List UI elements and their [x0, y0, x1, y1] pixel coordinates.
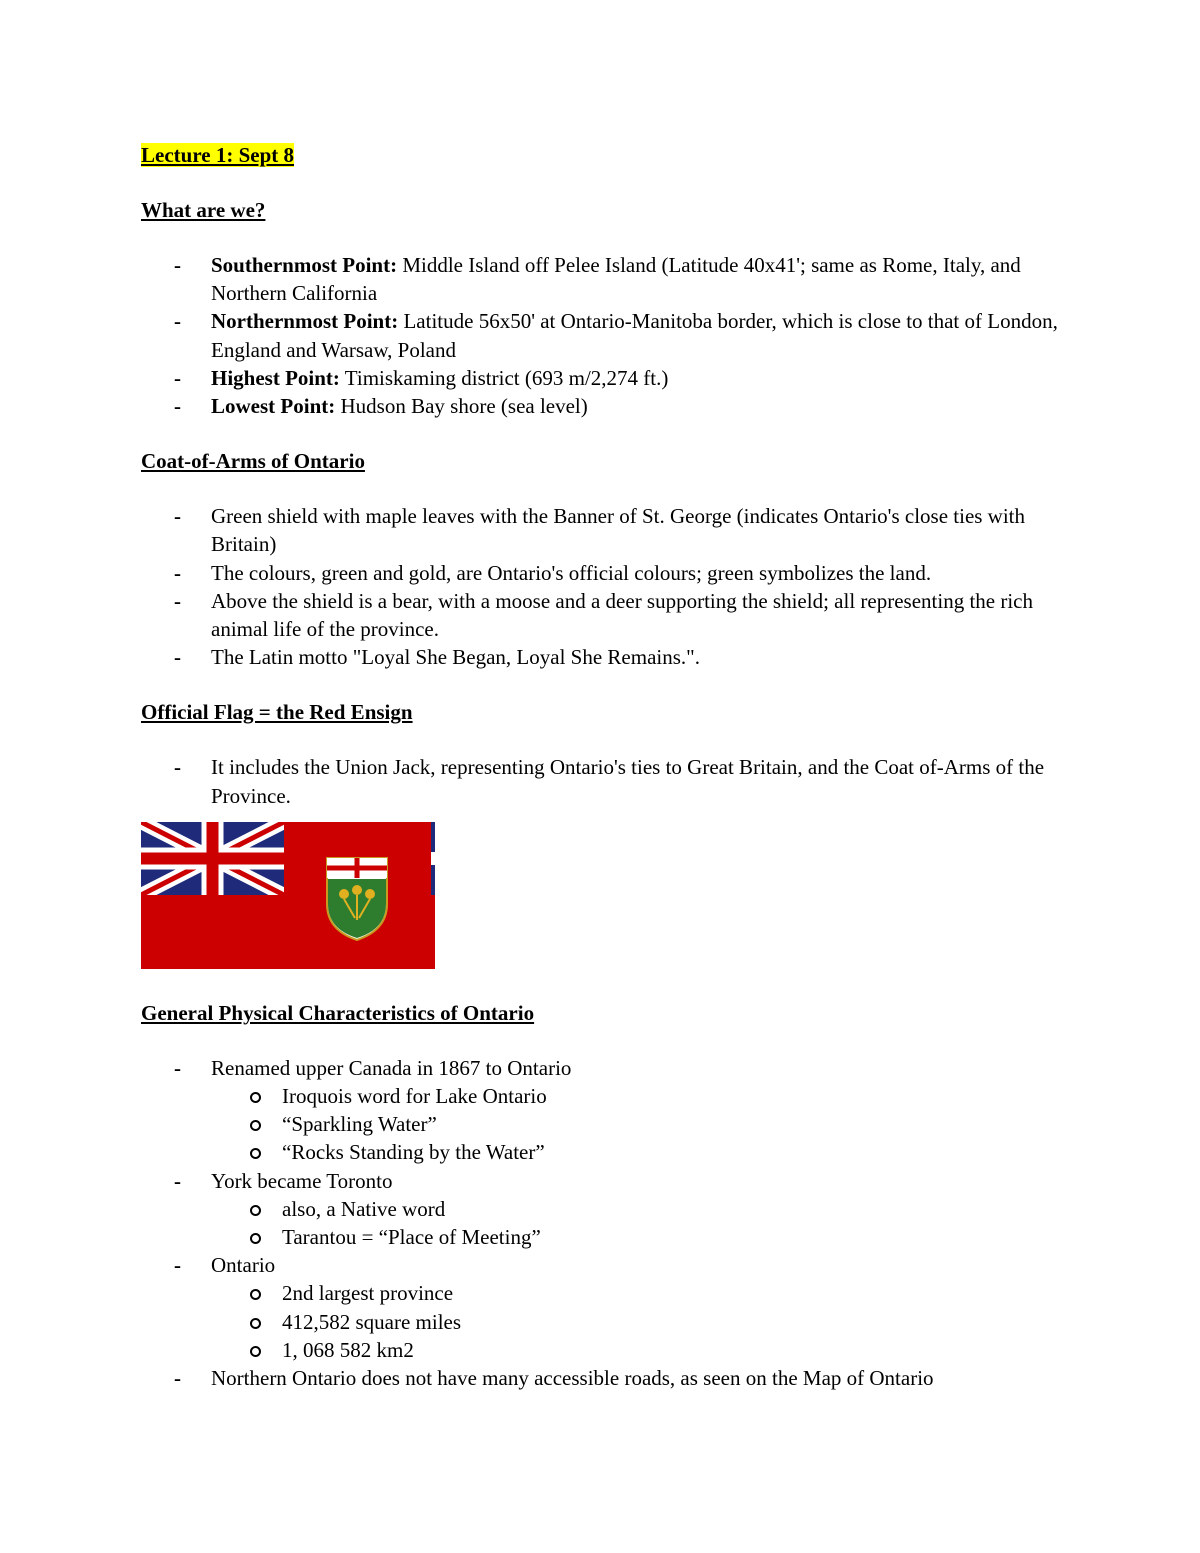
sub-list — [211, 1279, 1071, 1364]
list-physical-characteristics — [141, 1054, 1071, 1392]
lecture-title-text: Lecture 1: Sept 8 — [141, 143, 294, 167]
item-text: Northern Ontario does not have many accessible roads, as seen on the Map of Ontario — [211, 1366, 934, 1391]
document-body — [141, 141, 1071, 1392]
sub-list-item: “Rocks Standing by the Water” — [211, 1138, 1071, 1166]
list-item — [141, 364, 1071, 392]
list-item: - It includes the Union Jack, representing Ontario's ties to Great Britain, and the Coat of-Arms of the Province. — [141, 753, 1071, 809]
item-label: Northernmost Point: — [211, 309, 399, 334]
list-official-flag — [141, 753, 1071, 809]
list-item: - The Latin motto "Loyal She Began, Loyal She Remains.". — [141, 643, 1071, 671]
list-item — [141, 1364, 1071, 1392]
canton-edge-fragment — [431, 822, 435, 895]
sub-list-item: 1, 068 582 km2 — [211, 1336, 1071, 1364]
item-text: Ontario — [211, 1253, 276, 1278]
sub-list — [211, 1082, 1071, 1167]
list-item — [141, 251, 1071, 307]
item-text: Renamed upper Canada in 1867 to Ontario — [211, 1055, 572, 1080]
item-text: Hudson Bay shore (sea level) — [335, 394, 588, 419]
sub-list-item: also, a Native word — [211, 1195, 1071, 1223]
ontario-flag-image — [141, 822, 435, 969]
list-what-are-we — [141, 251, 1071, 420]
list-item: - Green shield with maple leaves with the Banner of St. George (indicates Ontario's close ties with Britain) — [141, 502, 1071, 558]
item-label: Southernmost Point: — [211, 253, 398, 277]
red-ensign-flag-icon — [141, 822, 435, 969]
sub-list — [211, 1195, 1071, 1251]
item-label: Highest Point: — [211, 365, 340, 390]
item-text: Middle Island off Pelee Island (Latitude 40x41'; same as Rome, Italy, and Northern California — [211, 253, 1021, 306]
heading-what-are-we: What are we? — [141, 198, 266, 222]
list-item — [141, 1054, 1071, 1167]
sub-list-item: “Sparkling Water” — [211, 1110, 1071, 1138]
union-jack-canton — [141, 822, 284, 895]
lecture-title — [141, 141, 1071, 169]
list-item: - Above the shield is a bear, with a moose and a deer supporting the shield; all representing the rich animal life of the province. — [141, 587, 1071, 643]
sub-list-item: Iroquois word for Lake Ontario — [211, 1082, 1071, 1110]
item-text: Latitude 56x50' at Ontario-Manitoba border, which is close to that of London, England and Warsaw, Poland — [211, 309, 1058, 362]
list-item: - The colours, green and gold, are Ontario's official colours; green symbolizes the land. — [141, 559, 1071, 587]
heading-physical-characteristics: General Physical Characteristics of Ontario — [141, 1000, 535, 1025]
list-item — [141, 1167, 1071, 1252]
sub-list-item: Tarantou = “Place of Meeting” — [211, 1223, 1071, 1251]
item-label: Lowest Point: — [211, 394, 336, 419]
list-item — [141, 307, 1071, 363]
heading-official-flag: Official Flag = the Red Ensign — [141, 700, 413, 725]
list-coat-of-arms — [141, 502, 1071, 671]
sub-list-item: 412,582 square miles — [211, 1308, 1071, 1336]
list-item — [141, 392, 1071, 420]
sub-list-item: 2nd largest province — [211, 1279, 1071, 1307]
heading-coat-of-arms: Coat-of-Arms of Ontario — [141, 449, 365, 474]
ontario-shield — [327, 858, 387, 940]
item-text: Timiskaming district (693 m/2,274 ft.) — [339, 365, 669, 390]
item-text: York became Toronto — [211, 1168, 393, 1193]
list-item — [141, 1251, 1071, 1364]
